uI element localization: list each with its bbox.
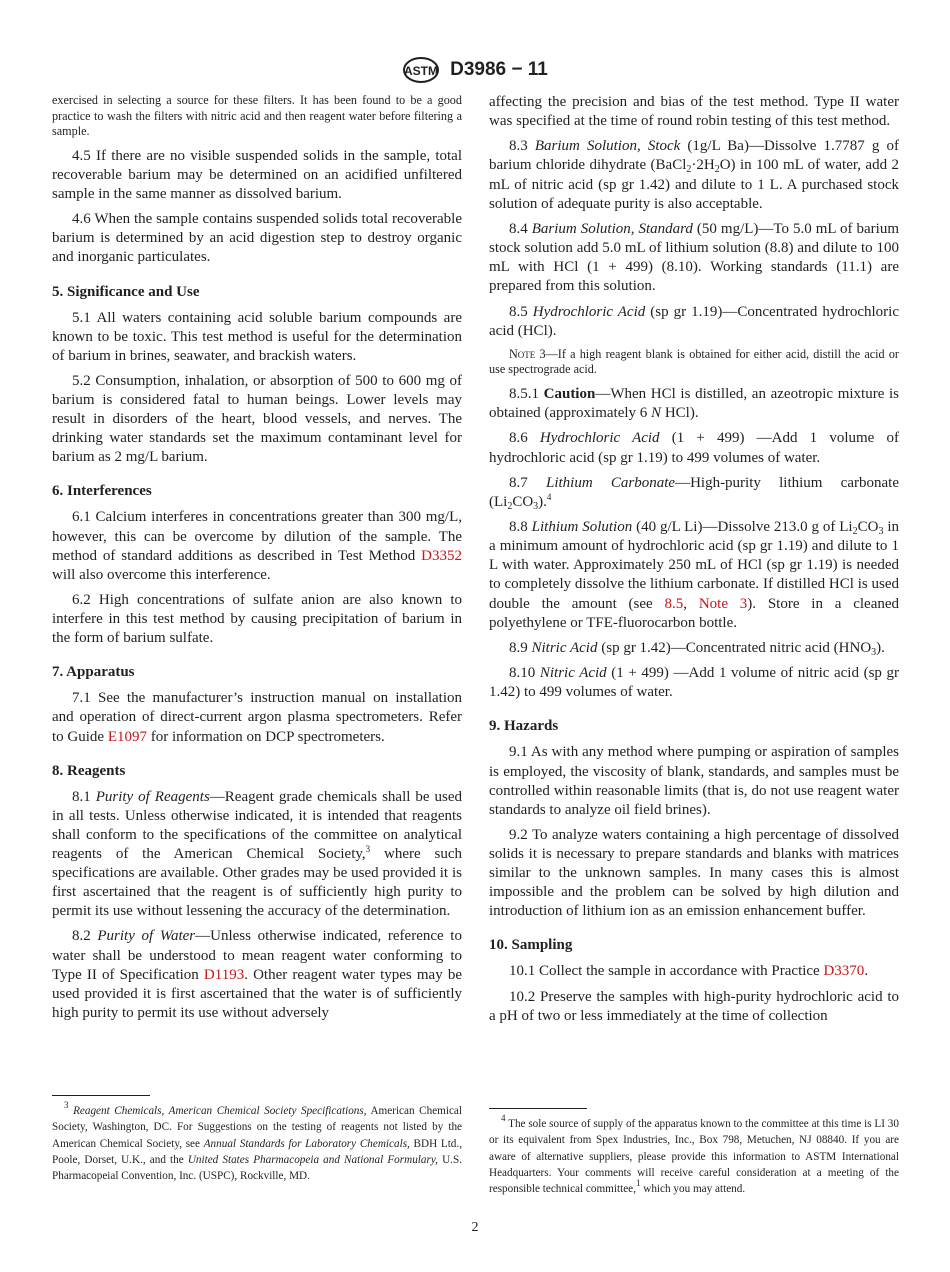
text-run: 6.1 Calcium interferes in concentrations greater than 300 mg/L, however, this can be overcome by dilution of the sample. The method of standard additions as described in Test Method (52, 509, 462, 564)
text-run: (40 g/L Li)—Dissolve 213.0 g of Li (632, 519, 853, 536)
paragraph (489, 474, 899, 512)
text-run: 4.6 When the sample contains suspended solids total recoverable barium is determined by an acid digestion step to destroy organic and inorganic particulates. (52, 211, 462, 266)
superscript: 4 (501, 1113, 506, 1123)
section-heading (489, 717, 899, 736)
text-run: (1 + 499) —Add 1 volume of hydrochloric acid (sp gr 1.19) to 499 volumes of water. (489, 430, 899, 466)
text-run: 8.9 (509, 639, 532, 656)
paragraph (489, 743, 899, 819)
text-run: 8.5 (509, 303, 533, 320)
paragraph (489, 385, 899, 423)
text-run: 8.2 (72, 928, 98, 945)
text-run: where such specifications are available. Other grades may be used provided it is first ascertained that the reagent is of sufficiently high purity to permit its use without lessening the accuracy of the determination. (52, 845, 462, 920)
cross-reference-link[interactable]: 8.5 (664, 595, 684, 612)
text-run: United States Pharmacopeia and National Formulary, (187, 1153, 438, 1166)
paragraph (52, 927, 462, 1022)
subscript: 2 (852, 526, 858, 538)
paragraph (52, 210, 462, 267)
paragraph (489, 429, 899, 467)
text-run: Lithium Carbonate (545, 474, 676, 491)
page-header (0, 56, 950, 84)
paragraph (52, 689, 462, 746)
paragraph (52, 93, 462, 140)
text-run: HCl). (661, 405, 699, 422)
section-heading (52, 482, 462, 501)
paragraph (52, 372, 462, 467)
text-run: Nitric Acid (539, 665, 607, 682)
text-run: which you may attend. (640, 1183, 746, 1196)
paragraph (489, 664, 899, 702)
text-run: CO (512, 493, 534, 510)
text-run: (sp gr 1.19)—Concentrated hydrochloric acid (HCl). (489, 303, 899, 339)
astm-logo (402, 56, 440, 84)
text-run: 4.5 If there are no visible suspended solids in the sample, total recoverable barium may be determined on an acidified unfiltered sample in the same manner as dissolved barium. (52, 147, 462, 202)
text-run: 10. Sampling (489, 937, 573, 954)
text-run: Lithium Solution (531, 519, 633, 536)
subscript: 3 (533, 500, 539, 512)
footnote-divider (489, 1108, 587, 1109)
cross-reference-link[interactable]: D3352 (421, 547, 462, 564)
text-run: Hydrochloric Acid (539, 430, 660, 447)
subscript: 2 (686, 164, 692, 176)
text-run: 7. Apparatus (52, 664, 135, 681)
subscript: 2 (507, 500, 513, 512)
paragraph (52, 147, 462, 204)
text-run: Hydrochloric Acid (532, 303, 646, 320)
paragraph (489, 639, 899, 658)
text-run: for information on DCP spectrometers. (147, 728, 385, 745)
text-run: CO (857, 519, 879, 536)
paragraph (52, 508, 462, 584)
cross-reference-link[interactable]: D1193 (203, 966, 245, 983)
section-heading (52, 283, 462, 302)
text-run: 9.1 As with any method where pumping or aspiration of samples is employed, the viscosity of blank, standards, and samples must be controlled within reasonable limits (that is, do not use reagent water standards to analyze oil field brines). (489, 744, 899, 818)
text-run: (50 mg/L)—To 5.0 mL of barium stock solution add 5.0 mL of lithium solution (8.8) and dilute to 100 mL with HCl (1 + 499) (8.10). Working standards (11.1) are prepared from this solution. (489, 220, 900, 295)
document-designation: D3986 − 11 (450, 59, 548, 80)
cross-reference-link[interactable]: D3370 (823, 963, 865, 980)
text-run: affecting the precision and bias of the test method. Type II water was specified at the time of round robin testing of this test method. (489, 94, 899, 130)
text-run: Purity of Reagents (95, 788, 210, 805)
text-run: Purity of Water (97, 928, 196, 945)
superscript: 4 (546, 491, 552, 502)
text-run: in a minimum amount of hydrochloric acid (sp gr 1.19) and dilute to 1 L with water. Approximately 250 mL of HCl (sp gr 1.19) is needed to completely dissolve the lithium carbonate. If distilled HCl is used double the amount (see (489, 519, 900, 612)
text-run: will also overcome this interference. (52, 566, 271, 583)
footnote-text (489, 1113, 899, 1197)
right-column (489, 93, 899, 1032)
text-run: Note (509, 346, 536, 361)
text-run: (sp gr 1.42)—Concentrated nitric acid (HNO (597, 639, 872, 656)
text-run: 8.10 (509, 665, 540, 682)
paragraph (489, 303, 899, 341)
subscript: 3 (871, 646, 877, 658)
paragraph (489, 93, 899, 131)
text-run: U.S. Pharmacopeial Convention, Inc. (USPC), Rockville, MD. (52, 1153, 462, 1183)
text-run: —Unless otherwise indicated, reference to water shall be understood to mean reagent water conforming to Type II of Specification (52, 928, 462, 983)
section-heading (52, 762, 462, 781)
paragraph (52, 788, 462, 922)
text-run: exercised in selecting a source for these filters. It has been found to be a good practice to wash the filters with nitric acid and then reagent water before filtering a sample. (52, 93, 462, 139)
text-run: ). (876, 639, 885, 656)
text-run: 5.1 All waters containing acid soluble barium compounds are known to be toxic. This test method is useful for the determination of barium in brines, seawater, and brackish waters. (52, 309, 462, 364)
text-run: 3—If a high reagent blank is obtained for either acid, distill the acid or use spectrograde acid. (489, 346, 899, 377)
text-run: (1 + 499) —Add 1 volume of nitric acid (sp gr 1.42) to 499 volumes of water. (489, 665, 899, 701)
text-run: 8.8 (509, 519, 532, 536)
svg-text:ASTM: ASTM (404, 64, 439, 78)
text-run: 5.2 Consumption, inhalation, or absorption of 500 to 600 mg of barium is considered fatal to human beings. Lower levels may result in disorders of the heart, blood vessels, and nerves. The drinking water standards set the maximum contaminant level for barium as 2 mg/L barium. (52, 373, 462, 466)
text-run: 10.1 Collect the sample in accordance with Practice (509, 963, 824, 980)
text-run: 6.2 High concentrations of sulfate anion are also known to interfere in this test method by causing precipitation of barium in the form of barium sulfate. (52, 592, 462, 647)
text-run: ·2H (691, 157, 715, 174)
superscript: 1 (635, 1178, 641, 1189)
text-run: 8. Reagents (52, 762, 126, 779)
text-run: 8.1 (72, 788, 96, 805)
text-run: Barium Solution, Stock (534, 138, 681, 155)
text-run: 6. Interferences (52, 483, 152, 500)
text-run: Caution (543, 386, 596, 403)
superscript: 3 (365, 843, 371, 854)
paragraph (52, 591, 462, 648)
left-column (52, 93, 462, 1029)
paragraph (489, 220, 899, 296)
cross-reference-link[interactable]: E1097 (107, 728, 147, 745)
text-run: , American Chemical Society, Washington, DC. For Suggestions on the testing of reagents not listed by the American Chemical Society, see (52, 1105, 463, 1150)
text-run: The sole source of supply of the apparatus known to the committee at this time is LI 30 or its equivalent from Spex Industries, Inc., Box 798, Metuchen, NJ 08840. If you are aware of alternative suppliers, please provide this information to ASTM International Headquarters. Your comments will receive careful consideration at a meeting of the responsible technical committee, (489, 1118, 899, 1196)
text-run: . (864, 963, 869, 980)
text-run: 8.3 (509, 138, 535, 155)
section-heading (52, 663, 462, 682)
subscript: 2 (714, 164, 720, 176)
text-run: —High-purity lithium carbonate (Li (489, 474, 899, 510)
paragraph (489, 826, 899, 921)
text-run: 9.2 To analyze waters containing a high percentage of dissolved solids it is necessary to prepare standards and blanks with matrices similar to the unknown samples. In many cases this is almost impossible and the problem can be solved by high dilution and introduction of lithium ion as an emission enhancement buffer. (489, 826, 899, 920)
text-run: . Other reagent water types may be used provided it is first ascertained that the water is of sufficiently high purity to permit its use without adversely (52, 966, 462, 1021)
note-paragraph (489, 347, 899, 378)
text-run: N (651, 405, 662, 422)
text-run: BDH Ltd., Poole, Dorset, U.K., and the (52, 1137, 462, 1166)
text-run: (1g/L Ba)—Dissolve 1.7787 g of barium chloride dihydrate (BaCl (489, 138, 900, 174)
text-run: 7.1 See the manufacturer’s instruction manual on installation and operation of direct-current argon plasma spectrometers. Refer to Guide (52, 690, 462, 745)
text-run: Reagent Chemicals, American Chemical Society Specifications (73, 1105, 364, 1117)
text-run: Barium Solution, Standard (531, 220, 693, 237)
subscript: 3 (878, 526, 884, 538)
page-number: 2 (471, 1220, 479, 1235)
text-run: 8.7 (509, 474, 546, 491)
text-run: 9. Hazards (489, 718, 559, 735)
superscript: 3 (64, 1100, 69, 1110)
paragraph (489, 518, 899, 633)
text-run: ). Store in a cleaned polyethylene or TFE-fluorocarbon bottle. (489, 595, 900, 631)
text-run: 8.5.1 (509, 386, 544, 403)
footnote-text (52, 1100, 463, 1184)
text-run: O) in 100 mL of water, add 2 mL of nitric acid (sp gr 1.42) and dilute to 1 L. A purchased stock solution of adequate purity is also acceptable. (489, 157, 900, 212)
paragraph (489, 962, 899, 981)
paragraph (52, 309, 462, 366)
text-run: 8.4 (509, 220, 532, 237)
text-run: —When HCl is distilled, an azeotropic mixture is obtained (approximately 6 (489, 386, 899, 422)
footnote-divider (52, 1095, 150, 1096)
text-run: ). (538, 493, 547, 510)
text-run: 8.6 (509, 430, 540, 447)
text-run: Annual Standards for Laboratory Chemicals, (203, 1137, 410, 1150)
paragraph (489, 137, 899, 213)
paragraph (489, 988, 899, 1026)
text-run: 5. Significance and Use (52, 283, 200, 300)
cross-reference-link[interactable]: Note 3 (698, 595, 748, 612)
text-run: Nitric Acid (531, 639, 598, 656)
text-run: —Reagent grade chemicals shall be used in all tests. Unless otherwise indicated, it is intended that reagents shall conform to the specifications of the committee on analytical reagents of the American Chemical Society, (52, 788, 462, 862)
section-heading (489, 936, 899, 955)
text-run: 10.2 Preserve the samples with high-purity hydrochloric acid to a pH of two or less immediately at the time of collection (489, 988, 899, 1024)
text-run: , (683, 595, 699, 612)
